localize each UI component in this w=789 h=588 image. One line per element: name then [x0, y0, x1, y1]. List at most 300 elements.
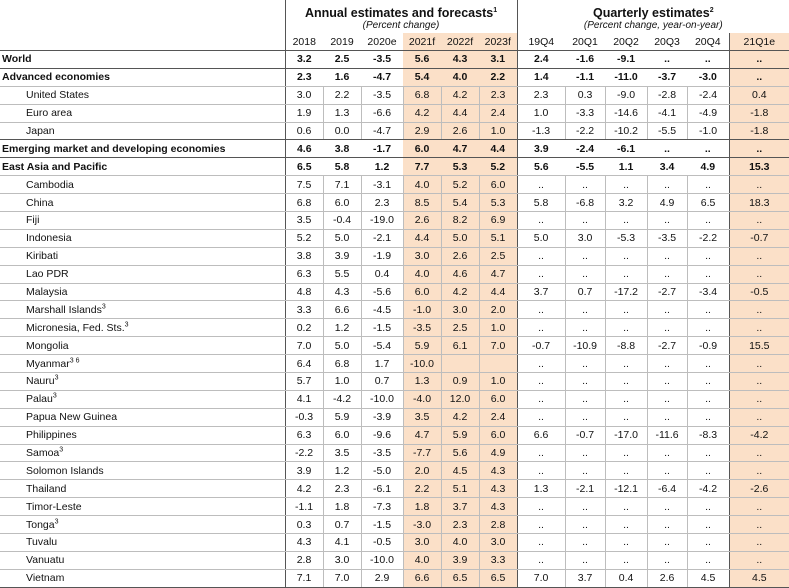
cell-21q1e: .. — [729, 516, 789, 534]
cell-2022f: 2.3 — [441, 516, 479, 534]
table-row — [0, 408, 789, 426]
cell-2023f: 5.1 — [479, 229, 517, 247]
cell-2018: 7.1 — [285, 569, 323, 587]
table-row — [0, 569, 789, 587]
cell-2020e: -6.1 — [361, 480, 403, 498]
cell-2020e: -10.0 — [361, 390, 403, 408]
cell-20q4: -1.0 — [687, 122, 729, 140]
cell-2018: 1.9 — [285, 104, 323, 122]
cell-20q3: -6.4 — [647, 480, 687, 498]
cell-2020e: -7.3 — [361, 498, 403, 516]
cell-2019: 1.8 — [323, 498, 361, 516]
cell-20q3: .. — [647, 265, 687, 283]
cell-2020e: -3.1 — [361, 176, 403, 194]
cell-21q1e: -1.8 — [729, 104, 789, 122]
cell-2018: -0.3 — [285, 408, 323, 426]
cell-2018: 0.2 — [285, 319, 323, 337]
cell-2022f: 4.6 — [441, 265, 479, 283]
cell-20q1: .. — [565, 390, 605, 408]
cell-19q4: 3.9 — [517, 140, 565, 158]
cell-20q3: -3.7 — [647, 68, 687, 86]
cell-2020e: -5.4 — [361, 337, 403, 355]
cell-2021f: 2.2 — [403, 480, 441, 498]
table-row — [0, 516, 789, 534]
quarterly-title: Quarterly estimates$^2$ — [592, 6, 714, 20]
cell-20q1: 3.0 — [565, 229, 605, 247]
cell-2019: 1.0 — [323, 373, 361, 391]
cell-19q4: 3.7 — [517, 283, 565, 301]
row-label: Indonesia — [0, 229, 285, 247]
cell-2021f: -4.0 — [403, 390, 441, 408]
cell-20q1: -2.4 — [565, 140, 605, 158]
cell-2021f: 4.0 — [403, 176, 441, 194]
cell-20q3: -2.7 — [647, 283, 687, 301]
cell-21q1e: .. — [729, 462, 789, 480]
cell-2021f: 1.8 — [403, 498, 441, 516]
table-row — [0, 373, 789, 391]
cell-20q4: .. — [687, 551, 729, 569]
cell-2018: 5.7 — [285, 373, 323, 391]
row-label: Tuvalu — [0, 534, 285, 552]
cell-2020e: -3.5 — [361, 86, 403, 104]
cell-20q2: -11.0 — [605, 68, 647, 86]
cell-2022f: 6.5 — [441, 569, 479, 587]
cell-2023f: 2.4 — [479, 104, 517, 122]
cell-2022f: 8.2 — [441, 212, 479, 230]
cell-2023f: 1.0 — [479, 122, 517, 140]
table-row — [0, 51, 789, 69]
cell-20q4: -0.9 — [687, 337, 729, 355]
cell-2022f: 5.0 — [441, 229, 479, 247]
cell-2021f: 2.6 — [403, 212, 441, 230]
cell-20q2: -17.0 — [605, 426, 647, 444]
cell-19q4: .. — [517, 444, 565, 462]
cell-2021f: -3.5 — [403, 319, 441, 337]
cell-20q1: -2.2 — [565, 122, 605, 140]
row-label: Solomon Islands — [0, 462, 285, 480]
cell-20q4: .. — [687, 462, 729, 480]
cell-2022f: 12.0 — [441, 390, 479, 408]
cell-20q3: -4.1 — [647, 104, 687, 122]
table-row — [0, 534, 789, 552]
cell-20q1: .. — [565, 373, 605, 391]
cell-20q3: -3.5 — [647, 229, 687, 247]
cell-20q1: -1.1 — [565, 68, 605, 86]
row-label: Tonga$^3$ — [0, 516, 285, 534]
cell-2022f: 2.6 — [441, 122, 479, 140]
cell-20q4: 6.5 — [687, 194, 729, 212]
cell-20q2: -14.6 — [605, 104, 647, 122]
table-row — [0, 176, 789, 194]
cell-2023f: 3.3 — [479, 551, 517, 569]
cell-2020e: -3.5 — [361, 51, 403, 69]
cell-21q1e: -0.5 — [729, 283, 789, 301]
cell-2019: 5.9 — [323, 408, 361, 426]
column-header-2020e: 2020e — [361, 33, 403, 51]
cell-2019: 3.8 — [323, 140, 361, 158]
cell-2022f: 4.2 — [441, 408, 479, 426]
cell-19q4: .. — [517, 551, 565, 569]
cell-20q2: -9.1 — [605, 51, 647, 69]
cell-21q1e: .. — [729, 212, 789, 230]
cell-2023f: 4.3 — [479, 498, 517, 516]
cell-20q3: .. — [647, 176, 687, 194]
cell-20q4: -2.2 — [687, 229, 729, 247]
cell-20q4: .. — [687, 319, 729, 337]
table-row — [0, 480, 789, 498]
column-header-2021f: 2021f — [403, 33, 441, 51]
cell-20q2: -5.3 — [605, 229, 647, 247]
cell-2019: 5.0 — [323, 337, 361, 355]
cell-2018: -2.2 — [285, 444, 323, 462]
cell-19q4: 2.3 — [517, 86, 565, 104]
column-header-2019: 2019 — [323, 33, 361, 51]
cell-21q1e: .. — [729, 498, 789, 516]
cell-20q1: .. — [565, 247, 605, 265]
header-title-row — [0, 0, 789, 20]
cell-19q4: 6.6 — [517, 426, 565, 444]
cell-2019: 3.5 — [323, 444, 361, 462]
cell-21q1e: .. — [729, 390, 789, 408]
row-label: East Asia and Pacific — [0, 158, 285, 176]
cell-2018: 3.2 — [285, 51, 323, 69]
cell-19q4: .. — [517, 462, 565, 480]
cell-2022f: 5.1 — [441, 480, 479, 498]
cell-2019: 6.8 — [323, 355, 361, 373]
cell-20q4: -4.2 — [687, 480, 729, 498]
column-header-row — [0, 33, 789, 51]
cell-20q3: .. — [647, 408, 687, 426]
cell-20q1: -5.5 — [565, 158, 605, 176]
cell-2018: 6.8 — [285, 194, 323, 212]
cell-20q2: -9.0 — [605, 86, 647, 104]
cell-19q4: .. — [517, 373, 565, 391]
cell-20q3: .. — [647, 444, 687, 462]
row-label: Philippines — [0, 426, 285, 444]
cell-21q1e: .. — [729, 355, 789, 373]
cell-2018: 4.6 — [285, 140, 323, 158]
cell-2018: 6.3 — [285, 265, 323, 283]
cell-20q4: .. — [687, 140, 729, 158]
cell-2023f: 6.0 — [479, 426, 517, 444]
cell-2021f: 5.6 — [403, 51, 441, 69]
cell-20q2: -6.1 — [605, 140, 647, 158]
cell-2020e: 2.3 — [361, 194, 403, 212]
row-label: Malaysia — [0, 283, 285, 301]
cell-2023f: 4.4 — [479, 283, 517, 301]
cell-2021f: 8.5 — [403, 194, 441, 212]
cell-20q2: .. — [605, 390, 647, 408]
row-label: Japan — [0, 122, 285, 140]
cell-20q1: .. — [565, 408, 605, 426]
cell-20q2: -10.2 — [605, 122, 647, 140]
cell-20q1: .. — [565, 319, 605, 337]
cell-2022f: 4.0 — [441, 68, 479, 86]
row-label: Kiribati — [0, 247, 285, 265]
cell-2019: 1.6 — [323, 68, 361, 86]
cell-2019: 6.6 — [323, 301, 361, 319]
cell-2022f: 3.7 — [441, 498, 479, 516]
cell-2018: 4.1 — [285, 390, 323, 408]
cell-20q1: -3.3 — [565, 104, 605, 122]
cell-20q4: 4.5 — [687, 569, 729, 587]
cell-2021f: 6.6 — [403, 569, 441, 587]
cell-20q1: .. — [565, 301, 605, 319]
cell-20q4: .. — [687, 247, 729, 265]
cell-19q4: .. — [517, 212, 565, 230]
cell-20q2: 3.2 — [605, 194, 647, 212]
cell-2020e: -4.7 — [361, 122, 403, 140]
cell-20q2: .. — [605, 551, 647, 569]
row-label: Thailand — [0, 480, 285, 498]
cell-20q4: .. — [687, 301, 729, 319]
cell-2020e: -0.5 — [361, 534, 403, 552]
cell-20q2: .. — [605, 534, 647, 552]
table-row — [0, 68, 789, 86]
cell-2022f: 5.9 — [441, 426, 479, 444]
cell-2019: -0.4 — [323, 212, 361, 230]
cell-2019: 2.2 — [323, 86, 361, 104]
cell-2018: 4.8 — [285, 283, 323, 301]
cell-2023f: 2.5 — [479, 247, 517, 265]
cell-21q1e: .. — [729, 176, 789, 194]
cell-2023f — [479, 355, 517, 373]
cell-2021f: -7.7 — [403, 444, 441, 462]
cell-2020e: 1.7 — [361, 355, 403, 373]
cell-20q3: 4.9 — [647, 194, 687, 212]
cell-20q1: .. — [565, 444, 605, 462]
cell-2022f: 2.6 — [441, 247, 479, 265]
cell-2018: 3.3 — [285, 301, 323, 319]
cell-2019: 2.5 — [323, 51, 361, 69]
cell-2022f: 5.4 — [441, 194, 479, 212]
cell-20q2: .. — [605, 516, 647, 534]
cell-2022f: 4.2 — [441, 283, 479, 301]
cell-20q3: .. — [647, 212, 687, 230]
cell-21q1e: 15.5 — [729, 337, 789, 355]
cell-2020e: 2.9 — [361, 569, 403, 587]
cell-2019: 0.7 — [323, 516, 361, 534]
cell-2018: 6.4 — [285, 355, 323, 373]
cell-2023f: 1.0 — [479, 373, 517, 391]
cell-2018: 3.8 — [285, 247, 323, 265]
cell-2020e: -2.1 — [361, 229, 403, 247]
cell-20q4: .. — [687, 355, 729, 373]
row-label: Mongolia — [0, 337, 285, 355]
cell-20q4: 4.9 — [687, 158, 729, 176]
cell-2020e: 0.7 — [361, 373, 403, 391]
cell-20q3: .. — [647, 51, 687, 69]
cell-20q1: -1.6 — [565, 51, 605, 69]
cell-20q2: .. — [605, 355, 647, 373]
table-row — [0, 462, 789, 480]
cell-2021f: 4.0 — [403, 551, 441, 569]
cell-21q1e: .. — [729, 68, 789, 86]
row-label: United States — [0, 86, 285, 104]
cell-2018: 4.3 — [285, 534, 323, 552]
cell-21q1e: -2.6 — [729, 480, 789, 498]
cell-20q3: .. — [647, 534, 687, 552]
cell-19q4: .. — [517, 516, 565, 534]
cell-20q3: .. — [647, 516, 687, 534]
cell-20q1: .. — [565, 212, 605, 230]
cell-2018: 7.0 — [285, 337, 323, 355]
row-label: Micronesia, Fed. Sts.$^3$ — [0, 319, 285, 337]
cell-19q4: 2.4 — [517, 51, 565, 69]
table-row — [0, 444, 789, 462]
cell-2020e: -5.0 — [361, 462, 403, 480]
row-label: Vanuatu — [0, 551, 285, 569]
cell-20q4: .. — [687, 176, 729, 194]
cell-21q1e: .. — [729, 51, 789, 69]
cell-2018: 0.6 — [285, 122, 323, 140]
table-row — [0, 86, 789, 104]
table-row — [0, 319, 789, 337]
cell-19q4: -1.3 — [517, 122, 565, 140]
cell-20q2: .. — [605, 498, 647, 516]
cell-21q1e: .. — [729, 373, 789, 391]
cell-2020e: -3.5 — [361, 444, 403, 462]
cell-2022f: 5.3 — [441, 158, 479, 176]
cell-21q1e: .. — [729, 247, 789, 265]
cell-20q1: 0.3 — [565, 86, 605, 104]
cell-2020e: -10.0 — [361, 551, 403, 569]
cell-20q1: .. — [565, 534, 605, 552]
cell-2019: 1.2 — [323, 462, 361, 480]
cell-20q1: -10.9 — [565, 337, 605, 355]
cell-2019: 1.2 — [323, 319, 361, 337]
cell-2021f: 3.0 — [403, 247, 441, 265]
cell-2020e: 1.2 — [361, 158, 403, 176]
cell-2020e: -4.7 — [361, 68, 403, 86]
quarterly-subtitle: (Percent change, year-on-year) — [583, 20, 723, 31]
cell-19q4: .. — [517, 301, 565, 319]
cell-2021f: -10.0 — [403, 355, 441, 373]
cell-2021f: 5.4 — [403, 68, 441, 86]
cell-2023f: 2.4 — [479, 408, 517, 426]
cell-20q4: .. — [687, 516, 729, 534]
row-label: Timor-Leste — [0, 498, 285, 516]
cell-2018: 6.5 — [285, 158, 323, 176]
column-header-21q1e: 21Q1e — [729, 33, 789, 51]
cell-20q3: .. — [647, 390, 687, 408]
cell-20q1: .. — [565, 516, 605, 534]
row-label: Cambodia — [0, 176, 285, 194]
column-header-2022f: 2022f — [441, 33, 479, 51]
cell-2023f: 2.3 — [479, 86, 517, 104]
cell-2019: 4.3 — [323, 283, 361, 301]
cell-2021f: 3.0 — [403, 534, 441, 552]
table-row — [0, 337, 789, 355]
row-label: Advanced economies — [0, 68, 285, 86]
cell-19q4: 7.0 — [517, 569, 565, 587]
cell-20q3: .. — [647, 140, 687, 158]
cell-2023f: 4.3 — [479, 462, 517, 480]
cell-2020e: -6.6 — [361, 104, 403, 122]
cell-2019: 5.5 — [323, 265, 361, 283]
table-row — [0, 158, 789, 176]
cell-2018: 3.9 — [285, 462, 323, 480]
cell-2019: -4.2 — [323, 390, 361, 408]
cell-19q4: -0.7 — [517, 337, 565, 355]
cell-21q1e: .. — [729, 301, 789, 319]
cell-21q1e: 4.5 — [729, 569, 789, 587]
cell-2020e: -3.9 — [361, 408, 403, 426]
table-row — [0, 140, 789, 158]
cell-2018: 0.3 — [285, 516, 323, 534]
cell-2022f: 5.6 — [441, 444, 479, 462]
cell-19q4: 1.3 — [517, 480, 565, 498]
table-row — [0, 104, 789, 122]
cell-19q4: .. — [517, 408, 565, 426]
cell-20q4: .. — [687, 265, 729, 283]
cell-20q3: -5.5 — [647, 122, 687, 140]
cell-19q4: .. — [517, 319, 565, 337]
row-label: World — [0, 51, 285, 69]
cell-20q1: .. — [565, 498, 605, 516]
cell-2023f: 4.3 — [479, 480, 517, 498]
cell-20q2: .. — [605, 176, 647, 194]
cell-2022f: 3.9 — [441, 551, 479, 569]
cell-2020e: -1.7 — [361, 140, 403, 158]
cell-19q4: .. — [517, 390, 565, 408]
cell-19q4: 5.8 — [517, 194, 565, 212]
cell-2022f: 3.0 — [441, 301, 479, 319]
cell-2023f: 3.0 — [479, 534, 517, 552]
cell-2023f: 2.8 — [479, 516, 517, 534]
table-row — [0, 551, 789, 569]
cell-20q3: -2.7 — [647, 337, 687, 355]
cell-20q2: -12.1 — [605, 480, 647, 498]
cell-2021f: 6.0 — [403, 283, 441, 301]
table-row — [0, 212, 789, 230]
table-row — [0, 229, 789, 247]
cell-2019: 7.1 — [323, 176, 361, 194]
cell-2018: 4.2 — [285, 480, 323, 498]
cell-21q1e: 15.3 — [729, 158, 789, 176]
cell-20q3: .. — [647, 355, 687, 373]
table-row — [0, 355, 789, 373]
column-header-20q1: 20Q1 — [565, 33, 605, 51]
cell-20q1: .. — [565, 462, 605, 480]
cell-2022f: 6.1 — [441, 337, 479, 355]
cell-2022f — [441, 355, 479, 373]
cell-2019: 1.3 — [323, 104, 361, 122]
annual-subtitle: (Percent change) — [285, 20, 517, 33]
cell-2022f: 4.7 — [441, 140, 479, 158]
annual-title: Annual estimates and forecasts$^1$ — [285, 0, 517, 20]
row-label: Papua New Guinea — [0, 408, 285, 426]
cell-20q4: .. — [687, 390, 729, 408]
cell-20q3: .. — [647, 462, 687, 480]
cell-2021f: 5.9 — [403, 337, 441, 355]
cell-2018: 2.3 — [285, 68, 323, 86]
column-header-20q3: 20Q3 — [647, 33, 687, 51]
cell-19q4: .. — [517, 498, 565, 516]
cell-20q4: -3.4 — [687, 283, 729, 301]
cell-20q4: .. — [687, 408, 729, 426]
cell-19q4: .. — [517, 265, 565, 283]
cell-2019: 4.1 — [323, 534, 361, 552]
cell-2021f: -1.0 — [403, 301, 441, 319]
column-header-2018: 2018 — [285, 33, 323, 51]
cell-21q1e: 18.3 — [729, 194, 789, 212]
cell-2023f: 3.1 — [479, 51, 517, 69]
cell-19q4: 1.0 — [517, 104, 565, 122]
cell-2023f: 4.4 — [479, 140, 517, 158]
row-label: Euro area — [0, 104, 285, 122]
cell-20q3: 3.4 — [647, 158, 687, 176]
